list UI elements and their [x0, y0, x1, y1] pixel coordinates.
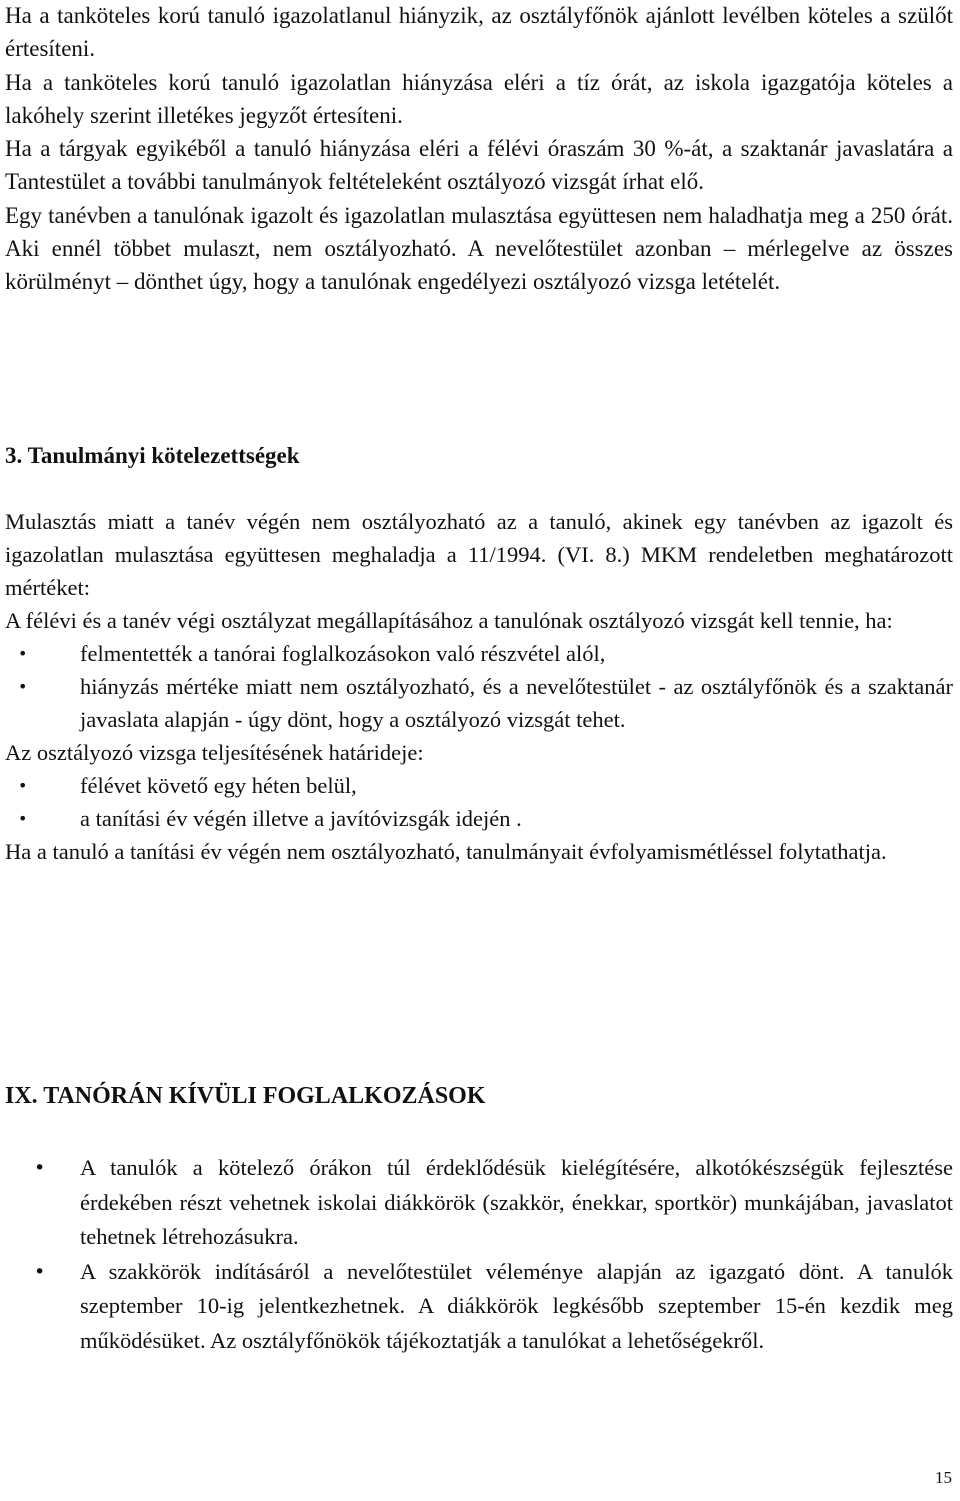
extracurricular-list — [5, 1151, 953, 1358]
section-3-closing: Ha a tanuló a tanítási év végén nem osztályozható, tanulmányait évfolyamismétléssel folytathatja. — [5, 839, 887, 864]
deadlines-list — [5, 769, 953, 835]
attendance-rules-text — [5, 0, 953, 299]
paragraph-250-hours-rule: Egy tanévben a tanulónak igazolt és igazolatlan mulasztása együttesen nem haladhatja meg a 250 órát. Aki ennél többet mulaszt, nem osztályozható. A nevelőtestület azonban – mérlegelve az összes körülményt – dönthet úgy, hogy a tanulónak engedélyezi osztályozó vizsga letételét. — [5, 202, 953, 295]
list-item: • felmentették a tanórai foglalkozásokon való részvétel alól, — [5, 637, 953, 670]
section-3-heading: 3. Tanulmányi kötelezettségek — [5, 443, 300, 468]
section-ix-heading: IX. TANÓRÁN KÍVÜLI FOGLALKOZÁSOK — [5, 1083, 486, 1109]
section-3-intro: Mulasztás miatt a tanév végén nem osztályozható az a tanuló, akinek egy tanévben az igazolt és igazolatlan mulasztása együttesen meghaladja a 11/1994. (VI. 8.) MKM rendeletben meghatározott mértéket: — [5, 509, 953, 600]
section-3-body — [5, 505, 953, 868]
list-item: • A szakkörök indításáról a nevelőtestület véleménye alapján az igazgató dönt. A tanulók szeptember 10-ig jelentkezhetnek. A diákkörök legkésőbb szeptember 15-én kezdik meg működésüket. Az osztályfőnökök tájékoztatják a tanulókat a lehetőségekről. — [5, 1255, 953, 1359]
section-3-condition-lead: A félévi és a tanév végi osztályzat megállapításához a tanulónak osztályozó vizsgát kell tennie, ha: — [5, 608, 893, 633]
section-ix-body — [5, 1151, 953, 1358]
list-item: • a tanítási év végén illetve a javítóvizsgák idején . — [5, 802, 953, 835]
list-item: • hiányzás mértéke miatt nem osztályozható, és a nevelőtestület - az osztályfőnök és a szaktanár javaslata alapján - úgy dönt, hogy a osztályozó vizsgát tehet. — [5, 670, 953, 736]
page-number: 15 — [935, 1468, 952, 1487]
conditions-list — [5, 637, 953, 736]
paragraph-unexcused-absence-notice: Ha a tanköteles korú tanuló igazolatlanul hiányzik, az osztályfőnök ajánlott levélben köteles a szülőt értesíteni. — [5, 3, 953, 62]
list-item: • félévet követő egy héten belül, — [5, 769, 953, 802]
paragraph-thirty-percent-rule: Ha a tárgyak egyikéből a tanuló hiányzása eléri a félévi óraszám 30 %-át, a szaktanár javaslatára a Tantestület a további tanulmányok feltételeként osztályozó vizsgát írhat elő. — [5, 136, 953, 195]
section-3-deadline-lead: Az osztályozó vizsga teljesítésének határideje: — [5, 740, 424, 765]
list-item: • A tanulók a kötelező órákon túl érdeklődésük kielégítésére, alkotókészségük fejlesztése érdekében részt vehetnek iskolai diákkörök (szakkör, énekkar, sportkör) munkájában, javaslatot tehetnek létrehozásukra. — [5, 1151, 953, 1255]
paragraph-ten-hours-rule: Ha a tanköteles korú tanuló igazolatlan hiányzása eléri a tíz órát, az iskola igazgatója köteles a lakóhely szerint illetékes jegyzőt értesíteni. — [5, 69, 953, 128]
